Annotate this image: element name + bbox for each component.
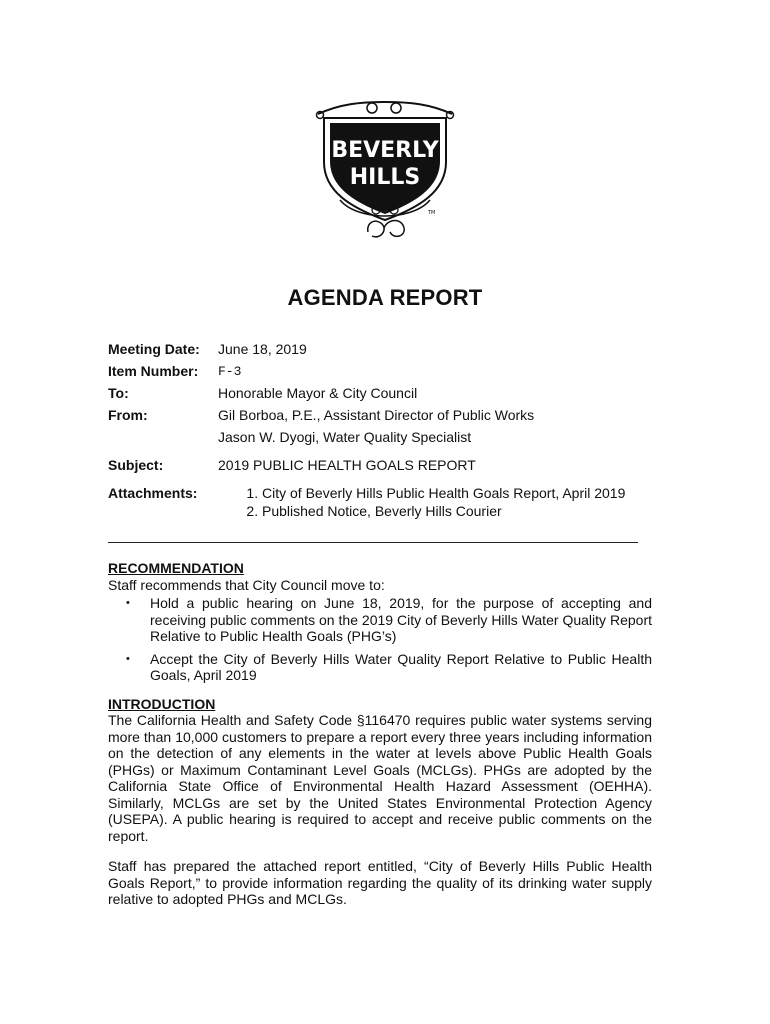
attachment-item: 1. City of Beverly Hills Public Health Goals Report, April 2019 [262,484,668,502]
meeting-date-row [108,338,668,360]
section-divider [108,542,638,543]
report-metadata [108,338,668,520]
from-row-2 [108,426,668,448]
attachment-item: 2. Published Notice, Beverly Hills Courier [262,502,668,520]
beverly-hills-logo [310,100,460,250]
item-number-value: F-3 [218,363,242,379]
to-label: To: [108,385,129,401]
report-body [108,560,652,908]
introduction-paragraph-2: Staff has prepared the attached report entitled, “City of Beverly Hills Public Health Goals Report,” to provide information regarding the quality of its drinking water supply relative to adopted PHGs and MCLGs. [108,858,652,907]
recommendation-intro: Staff recommends that City Council move to: [108,576,385,593]
attachments-row [108,484,668,520]
to-row [108,382,668,404]
recommendation-item: • Accept the City of Beverly Hills Water Quality Report Relative to Public Health Goals, April 2019 [150,651,652,684]
recommendation-heading: RECOMMENDATION [108,560,244,576]
logo-text-beverly: BEVERLY [331,138,439,163]
attachments-label: Attachments: [108,485,198,501]
item-number-label: Item Number: [108,363,199,379]
meeting-date-label: Meeting Date: [108,341,200,357]
item-number-row [108,360,668,382]
introduction-paragraph-1: The California Health and Safety Code §116470 requires public water systems serving more than 10,000 customers to prepare a report every three years including information on the detection of any elements in the water at levels above Public Health Goals (PHGs) or Maximum Contaminant Level Goals (MCLGs). PHGs are adopted by the California State Office of Environmental Health Hazard Assessment (OEHHA). Similarly, MCLGs are set by the United States Environmental Protection Agency (USEPA). A public hearing is required to accept and receive public comments on the report. [108,712,652,844]
introduction-heading: INTRODUCTION [108,695,216,712]
from-label: From: [108,407,148,423]
page-title: AGENDA REPORT [287,285,483,310]
trademark-mark: TM [428,210,436,216]
from-value-2: Jason W. Dyogi, Water Quality Specialist [218,429,472,445]
from-value-1: Gil Borboa, P.E., Assistant Director of Public Works [218,407,535,423]
recommendation-list [108,595,652,684]
from-row [108,404,668,426]
subject-label: Subject: [108,457,164,473]
to-value: Honorable Mayor & City Council [218,385,418,401]
recommendation-item: • Hold a public hearing on June 18, 2019, for the purpose of accepting and receiving public comments on the 2019 City of Beverly Hills Water Quality Report Relative to Public Health Goals (PHG’s) [150,595,652,645]
logo-text-hills: HILLS [349,165,421,190]
attachments-list [218,484,668,520]
beverly-hills-shield-icon [310,100,460,250]
subject-value: 2019 PUBLIC HEALTH GOALS REPORT [218,457,476,473]
meeting-date-value: June 18, 2019 [218,341,307,357]
subject-row [108,454,668,476]
